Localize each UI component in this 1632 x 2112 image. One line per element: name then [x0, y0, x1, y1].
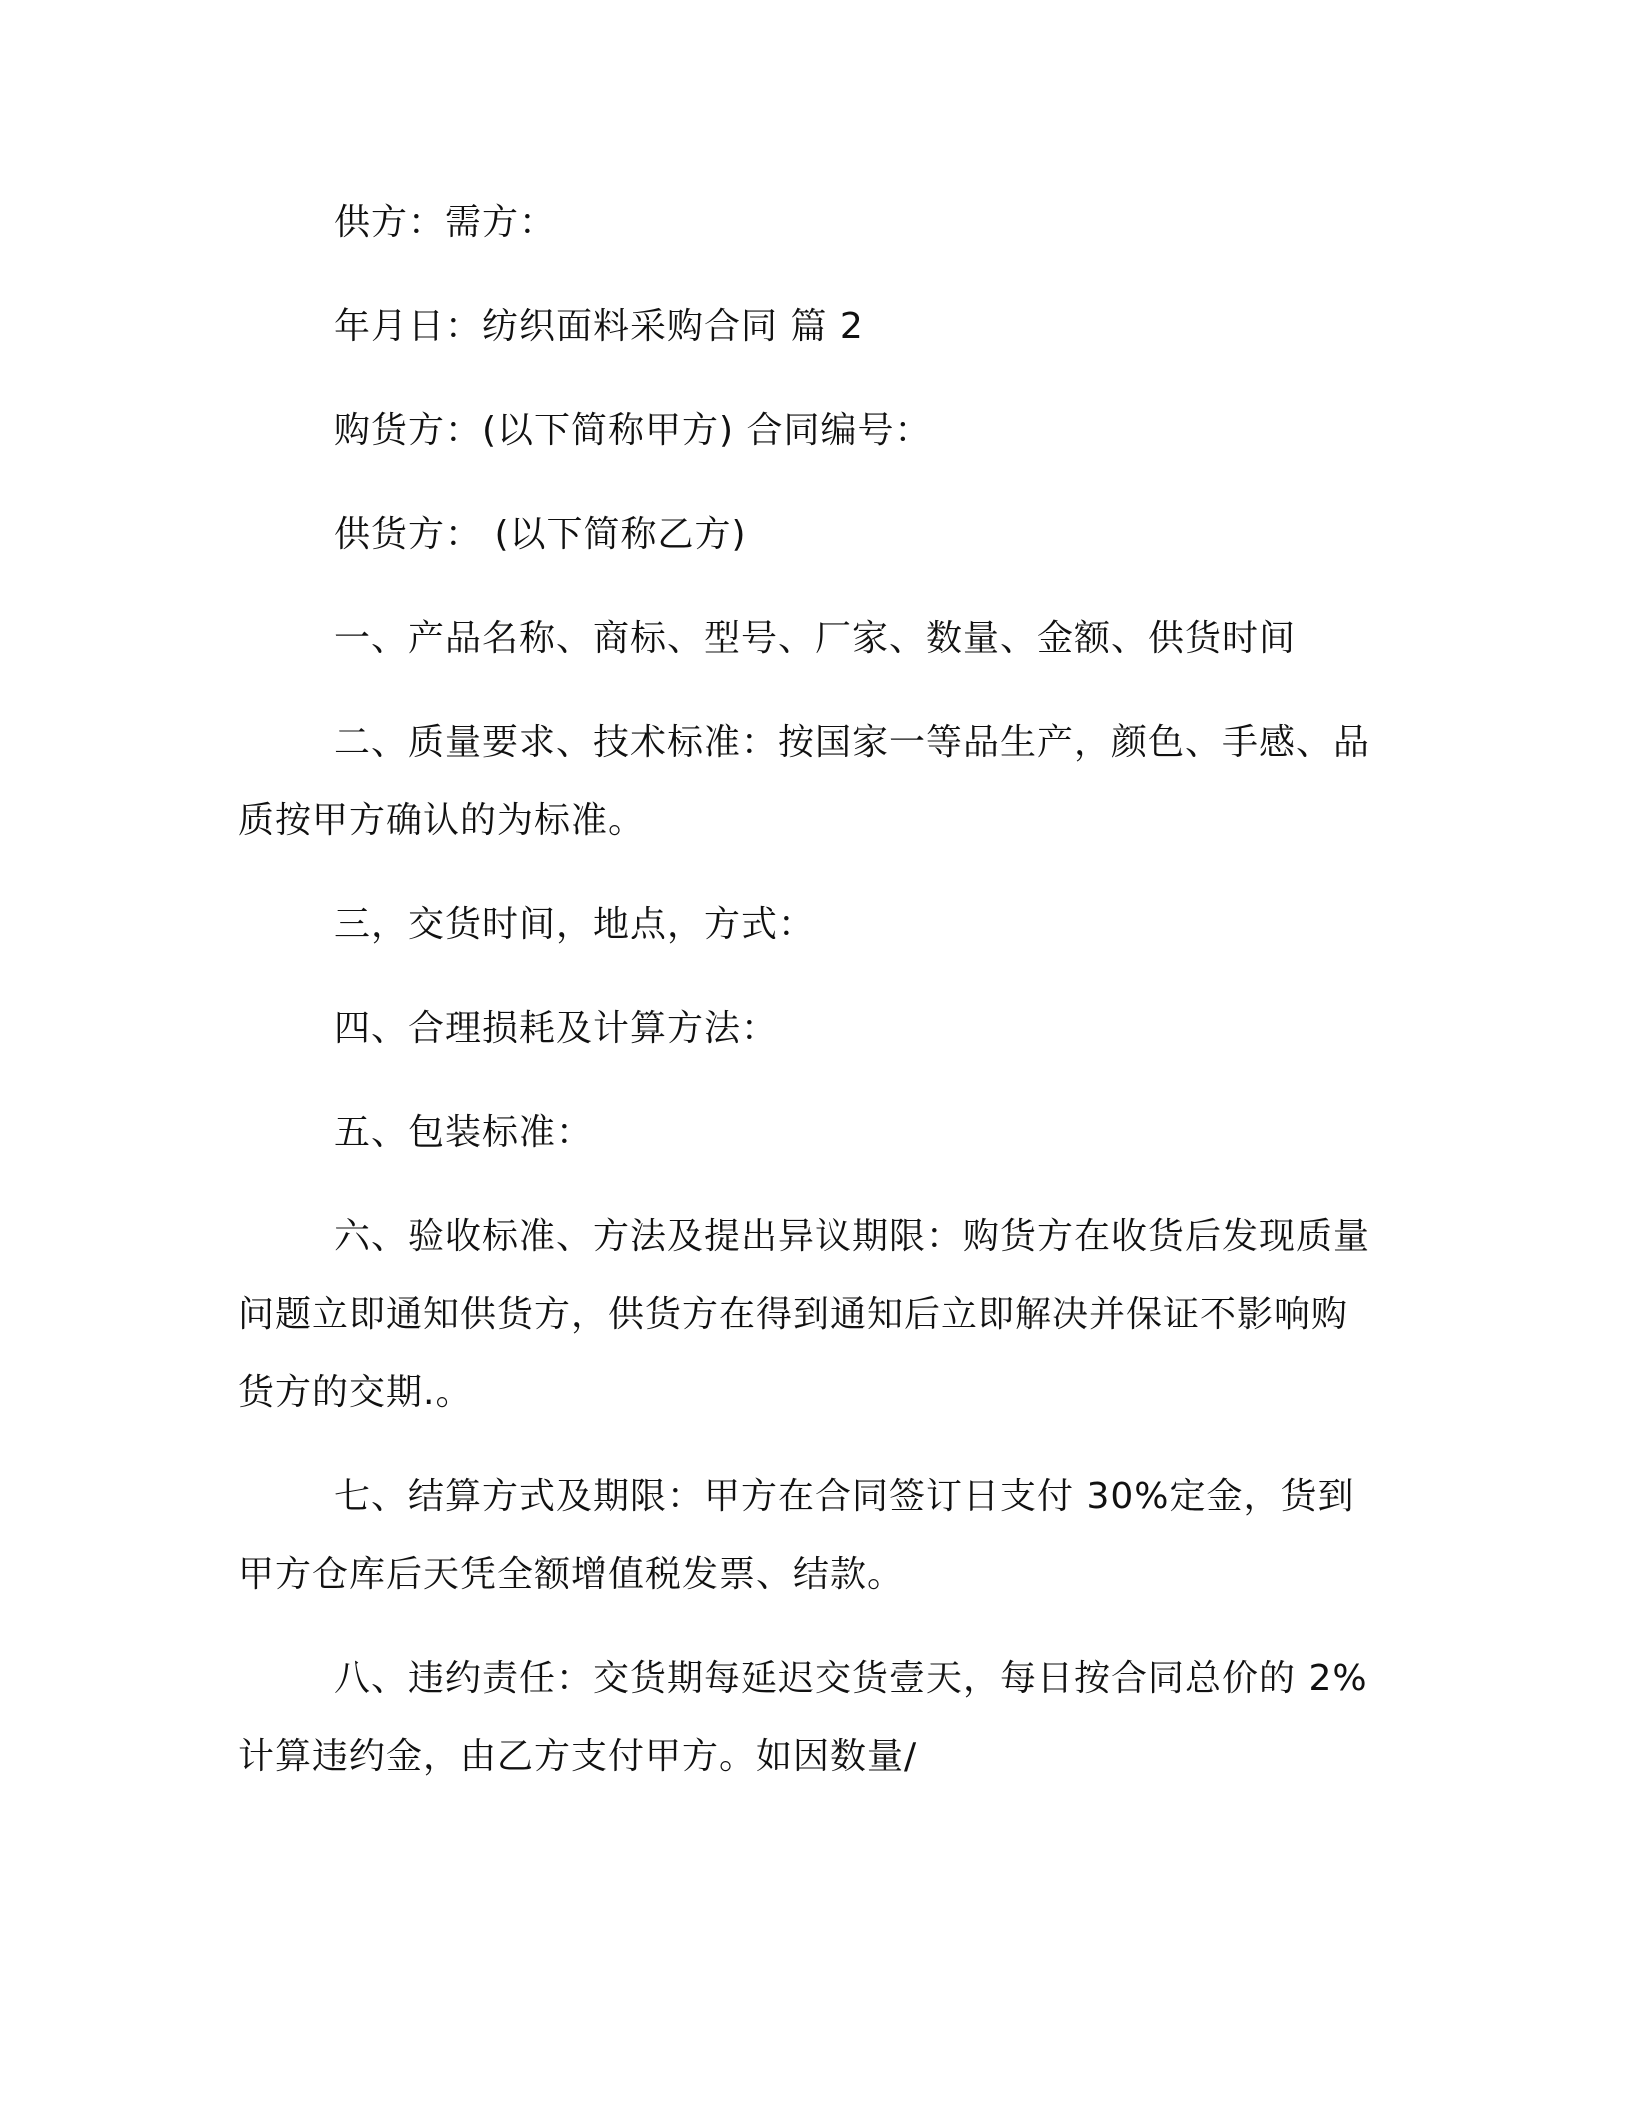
paragraph-parties: 供方：需方： [334, 202, 557, 243]
paragraph-clause-5: 五、包装标准： [334, 1112, 594, 1153]
paragraph-clause-3: 三，交货时间，地点，方式： [334, 904, 816, 945]
paragraph-buyer: 购货方：(以下简称甲方) 合同编号： [334, 410, 932, 451]
paragraph-clause-7: 七、结算方式及期限：甲方在合同签订日支付 30%定金，货到甲方仓库后天凭全额增值税发票、结款。 [238, 1476, 1355, 1595]
document-body [238, 184, 1378, 1822]
paragraph-clause-8: 八、违约责任：交货期每延迟交货壹天，每日按合同总价的 2%计算违约金，由乙方支付甲方。如因数量/ [238, 1658, 1368, 1777]
paragraph-supplier: 供货方： (以下简称乙方) [334, 514, 747, 555]
paragraph-date-title: 年月日：纺织面料采购合同 篇 2 [334, 306, 864, 347]
paragraph-clause-4: 四、合理损耗及计算方法： [334, 1008, 779, 1049]
paragraph-clause-2: 二、质量要求、技术标准：按国家一等品生产，颜色、手感、品质按甲方确认的为标准。 [238, 722, 1371, 841]
paragraph-clause-1: 一、产品名称、商标、型号、厂家、数量、金额、供货时间 [334, 618, 1297, 659]
paragraph-clause-6: 六、验收标准、方法及提出异议期限：购货方在收货后发现质量问题立即通知供货方，供货方在得到通知后立即解决并保证不影响购货方的交期.。 [238, 1216, 1371, 1413]
